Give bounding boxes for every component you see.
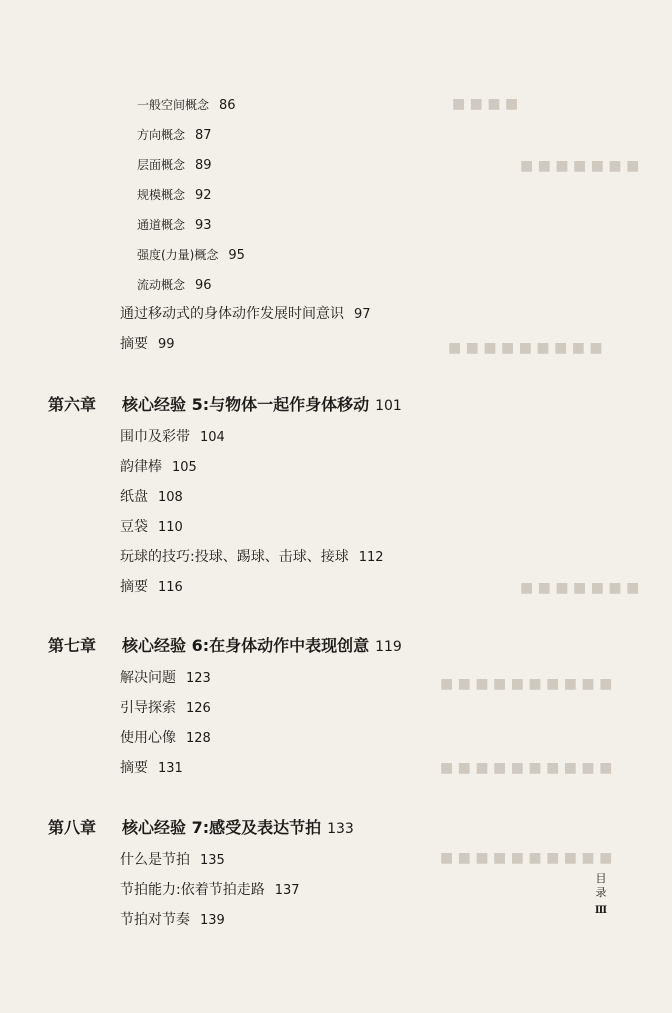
bleed-through-text: ■ ■ ■ ■ ■ ■ ■ xyxy=(520,580,640,596)
toc-entry xyxy=(120,850,225,871)
page-number: Ⅲ xyxy=(594,905,608,916)
chapter-heading xyxy=(48,395,402,416)
toc-entry-page: 99 xyxy=(158,337,175,352)
toc-entry-page: 128 xyxy=(186,731,211,746)
toc-entry-title: 规模概念 xyxy=(137,188,186,202)
bleed-through-text: ■ ■ ■ ■ ■ ■ ■ xyxy=(520,158,640,174)
toc-entry xyxy=(120,577,183,598)
bleed-through-text: ■ ■ ■ ■ ■ ■ ■ ■ ■ ■ xyxy=(440,676,613,692)
toc-entry-page: 95 xyxy=(228,248,245,263)
toc-entry-title: 流动概念 xyxy=(137,278,186,292)
toc-entry xyxy=(120,427,225,448)
toc-entry xyxy=(137,155,212,176)
toc-entry-page: 105 xyxy=(172,460,197,475)
toc-entry-title: 韵律棒 xyxy=(120,459,162,475)
toc-entry-page: 131 xyxy=(158,761,183,776)
toc-entry xyxy=(120,728,211,749)
toc-entry-title: 使用心像 xyxy=(120,730,176,746)
toc-entry xyxy=(137,215,212,236)
toc-entry-title: 摘要 xyxy=(120,760,148,776)
running-head xyxy=(594,872,608,918)
toc-entry-page: 126 xyxy=(186,701,211,716)
toc-entry-page: 110 xyxy=(158,520,183,535)
toc-entry-title: 什么是节拍 xyxy=(120,852,190,868)
toc-entry xyxy=(120,547,384,568)
toc-entry-title: 解决问题 xyxy=(120,670,176,686)
toc-entry xyxy=(120,457,197,478)
chapter-heading xyxy=(48,818,354,839)
toc-entry-title: 通过移动式的身体动作发展时间意识 xyxy=(120,306,344,322)
toc-entry-page: 104 xyxy=(200,430,225,445)
chapter-page: 133 xyxy=(327,821,354,837)
toc-entry-title: 摘要 xyxy=(120,336,148,352)
toc-entry-title: 一般空间概念 xyxy=(137,98,210,112)
toc-entry xyxy=(137,275,212,296)
toc-entry xyxy=(137,95,236,116)
chapter-number: 第八章 xyxy=(48,818,97,837)
bleed-through-text: ■ ■ ■ ■ ■ ■ ■ ■ ■ xyxy=(448,340,603,356)
bleed-through-text: ■ ■ ■ ■ ■ ■ ■ ■ ■ ■ xyxy=(440,850,613,866)
toc-entry-page: 137 xyxy=(274,883,300,898)
toc-entry xyxy=(120,668,211,689)
toc-entry-title: 摘要 xyxy=(120,579,148,595)
toc-entry-page: 135 xyxy=(200,853,225,868)
chapter-heading xyxy=(48,636,402,657)
toc-entry-title: 层面概念 xyxy=(137,158,186,172)
toc-entry-title: 豆袋 xyxy=(120,519,148,535)
running-head-char: 录 xyxy=(595,886,607,899)
toc-entry-page: 92 xyxy=(195,188,212,203)
toc-entry-page: 123 xyxy=(186,671,211,686)
chapter-title: 核心经验 5:与物体一起作身体移动 xyxy=(122,395,370,414)
toc-entry-title: 方向概念 xyxy=(137,128,186,142)
toc-entry-page: 108 xyxy=(158,490,183,505)
toc-entry-title: 通道概念 xyxy=(137,218,186,232)
toc-entry xyxy=(120,304,371,325)
toc-entry-title: 节拍对节奏 xyxy=(120,912,190,928)
toc-entry xyxy=(120,880,300,901)
toc-entry-title: 纸盘 xyxy=(120,489,148,505)
toc-entry-page: 86 xyxy=(219,98,236,113)
toc-entry-title: 围巾及彩带 xyxy=(120,429,190,445)
toc-entry xyxy=(137,125,212,146)
toc-entry-page: 93 xyxy=(195,218,212,233)
toc-entry xyxy=(120,910,225,931)
toc-entry-page: 87 xyxy=(195,128,212,143)
toc-entry xyxy=(120,487,183,508)
toc-entry-page: 97 xyxy=(354,307,371,322)
toc-entry xyxy=(137,245,245,266)
bleed-through-text: ■ ■ ■ ■ xyxy=(452,96,519,112)
toc-entry-page: 139 xyxy=(200,913,225,928)
chapter-number: 第七章 xyxy=(48,636,97,655)
bleed-through-text: ■ ■ ■ ■ ■ ■ ■ ■ ■ ■ xyxy=(440,760,613,776)
toc-entry-page: 116 xyxy=(158,580,183,595)
toc-entry-title: 引导探索 xyxy=(120,700,176,716)
toc-entry-title: 节拍能力:依着节拍走路 xyxy=(120,882,265,898)
toc-entry-page: 89 xyxy=(195,158,212,173)
toc-entry xyxy=(120,334,175,355)
toc-entry-page: 112 xyxy=(358,550,384,565)
chapter-title: 核心经验 7:感受及表达节拍 xyxy=(122,818,322,837)
toc-entry-page: 96 xyxy=(195,278,212,293)
toc-entry xyxy=(120,758,183,779)
toc-entry xyxy=(120,517,183,538)
toc-entry xyxy=(120,698,211,719)
toc-entry-title: 强度(力量)概念 xyxy=(137,248,219,262)
toc-entry xyxy=(137,185,212,206)
chapter-page: 101 xyxy=(375,398,402,414)
running-head-char: 目 xyxy=(595,872,607,885)
chapter-page: 119 xyxy=(375,639,402,655)
toc-entry-title: 玩球的技巧:投球、踢球、击球、接球 xyxy=(120,549,349,565)
chapter-number: 第六章 xyxy=(48,395,97,414)
chapter-title: 核心经验 6:在身体动作中表现创意 xyxy=(122,636,370,655)
